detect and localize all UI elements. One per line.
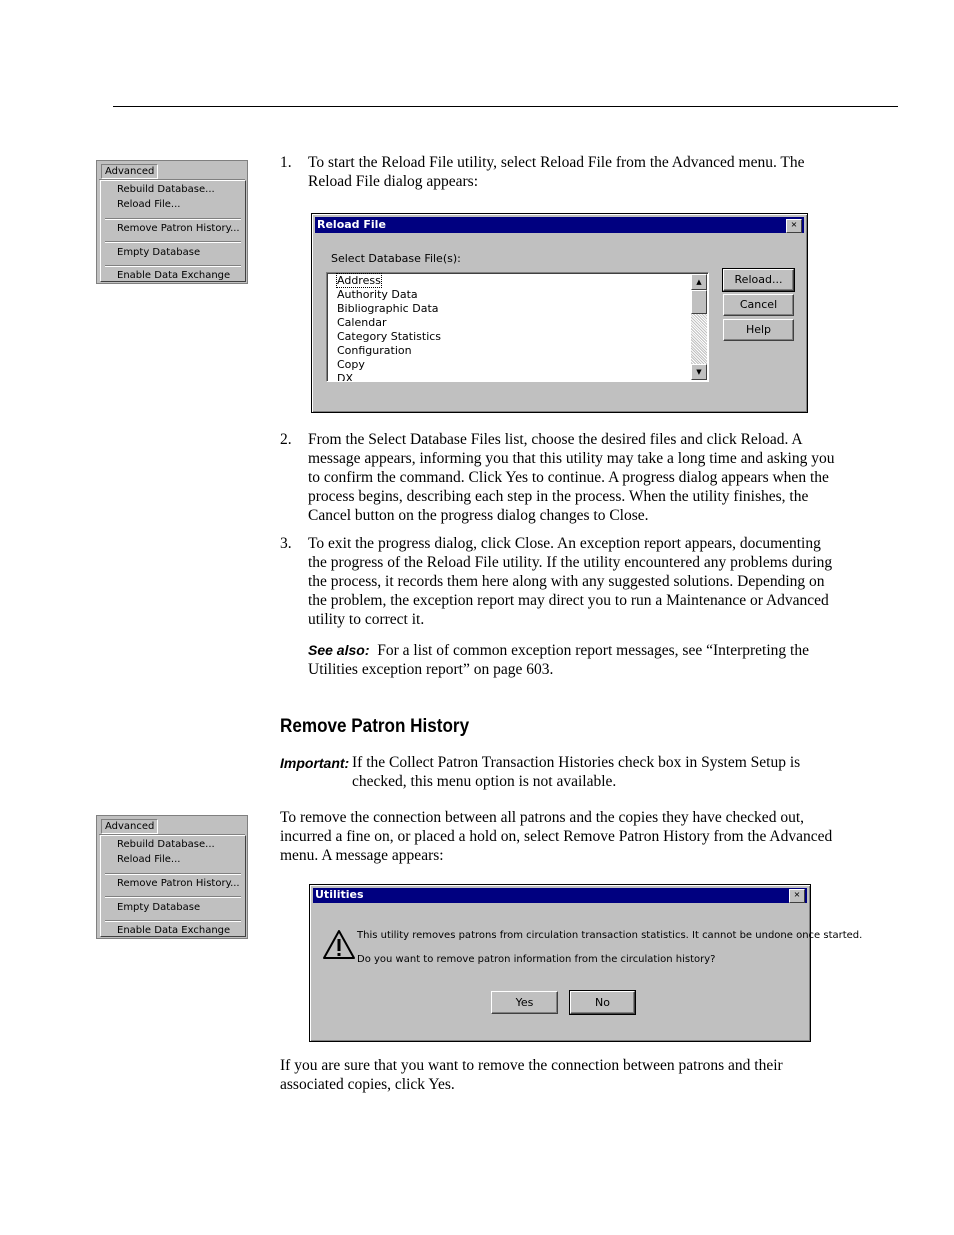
step-number: 3. [280, 535, 292, 552]
list-item[interactable]: Authority Data [337, 288, 418, 301]
dialog-titlebar [313, 888, 807, 903]
warning-icon [322, 929, 356, 961]
dialog-title: Reload File [317, 218, 386, 231]
list-item[interactable]: Copy [337, 358, 365, 371]
close-icon[interactable]: × [789, 889, 805, 903]
message-line-1: This utility removes patrons from circulation transaction statistics. It cannot be undone once started. [357, 930, 863, 941]
list-item[interactable]: DX [337, 372, 354, 382]
menu-bar [99, 818, 245, 835]
intro-paragraph: To remove the connection between all patrons and the copies they have checked out, incurred a fine on, or placed a hold on, select Remove Patron History from the Advanced menu. A message appears: [280, 809, 833, 864]
scroll-thumb[interactable] [691, 290, 707, 314]
menu-item-rebuild-database[interactable]: Rebuild Database... [117, 839, 215, 850]
utilities-dialog [309, 884, 863, 1042]
see-also-text: For a list of common exception report messages, see “Interpreting the Utilities exception report” on page 603. [308, 642, 809, 678]
menu-item-enable-data-exchange[interactable]: Enable Data Exchange [117, 925, 231, 936]
no-button[interactable]: No [570, 991, 635, 1014]
step-number: 1. [280, 154, 292, 171]
important-text [352, 754, 832, 792]
menu-separator [105, 265, 241, 267]
menu-panel [100, 180, 246, 282]
message-line-2: Do you want to remove patron information from the circulation history? [357, 954, 716, 965]
dialog-title: Utilities [315, 888, 364, 901]
menu-item-reload-file[interactable]: Reload File... [117, 199, 181, 210]
help-button[interactable]: Help [723, 319, 794, 341]
menu-separator [105, 873, 241, 875]
menu-separator [105, 218, 241, 220]
list-item[interactable]: Bibliographic Data [337, 302, 439, 315]
database-files-listbox[interactable] [326, 272, 709, 382]
header-rule [113, 106, 898, 107]
step-text: To start the Reload File utility, select Reload File from the Advanced menu. The Reload File dialog appears: [308, 154, 805, 190]
step-text: From the Select Database Files list, choose the desired files and click Reload. A message appears, informing you that this utility may take a long time and asking you to confirm the command. Click Yes to continue. A progress dialog appears when the process begins, describing each step in the process. When the utility finishes, the Cancel button on the progress dialog changes to Close. [308, 431, 835, 524]
step-number: 2. [280, 431, 292, 448]
menu-title[interactable]: Advanced [101, 819, 158, 834]
cancel-button[interactable]: Cancel [723, 294, 794, 316]
menu-item-reload-file[interactable]: Reload File... [117, 854, 181, 865]
reload-file-dialog [311, 213, 808, 413]
menu-separator [105, 920, 241, 922]
menu-separator [105, 241, 241, 243]
menu-separator [105, 896, 241, 898]
advanced-menu-screenshot [96, 815, 248, 939]
select-files-label: Select Database File(s): [331, 252, 461, 265]
list-item[interactable]: Category Statistics [337, 330, 442, 343]
yes-button[interactable]: Yes [491, 991, 558, 1014]
outro-paragraph: If you are sure that you want to remove the connection between patrons and their associated copies, click Yes. [280, 1057, 783, 1093]
menu-panel [100, 835, 246, 937]
list-item[interactable]: Calendar [337, 316, 387, 329]
important-body: If the Collect Patron Transaction Histories check box in System Setup is checked, this menu option is not available. [352, 754, 801, 790]
menu-bar [99, 163, 245, 180]
menu-item-enable-data-exchange[interactable]: Enable Data Exchange [117, 270, 231, 281]
dialog-titlebar [315, 217, 804, 233]
see-also-label: See also: [308, 642, 370, 658]
menu-item-remove-patron-history[interactable]: Remove Patron History... [117, 223, 240, 234]
list-item[interactable]: Address [337, 274, 381, 287]
menu-item-rebuild-database[interactable]: Rebuild Database... [117, 184, 215, 195]
advanced-menu-screenshot [96, 160, 248, 284]
close-icon[interactable]: × [786, 219, 802, 233]
reload-button[interactable]: Reload... [723, 269, 794, 291]
vertical-scrollbar[interactable] [691, 274, 707, 380]
step-text: To exit the progress dialog, click Close. An exception report appears, documenting the progress of the Reload File utility. If the utility encountered any problems during the process, it records them here along with any suggested solutions. Depending on the problem, the exception report may direct you to run a Maintenance or Advanced utility to correct it. [308, 535, 833, 628]
important-label: Important: [280, 755, 350, 771]
scroll-down-icon[interactable]: ▼ [691, 364, 707, 380]
scroll-up-icon[interactable]: ▲ [691, 274, 707, 290]
list-item[interactable]: Configuration [337, 344, 412, 357]
menu-title[interactable]: Advanced [101, 164, 158, 179]
menu-item-empty-database[interactable]: Empty Database [117, 247, 201, 258]
see-also-note [308, 641, 838, 680]
menu-item-remove-patron-history[interactable]: Remove Patron History... [117, 878, 240, 889]
menu-item-empty-database[interactable]: Empty Database [117, 902, 201, 913]
section-heading: Remove Patron History [280, 716, 470, 737]
